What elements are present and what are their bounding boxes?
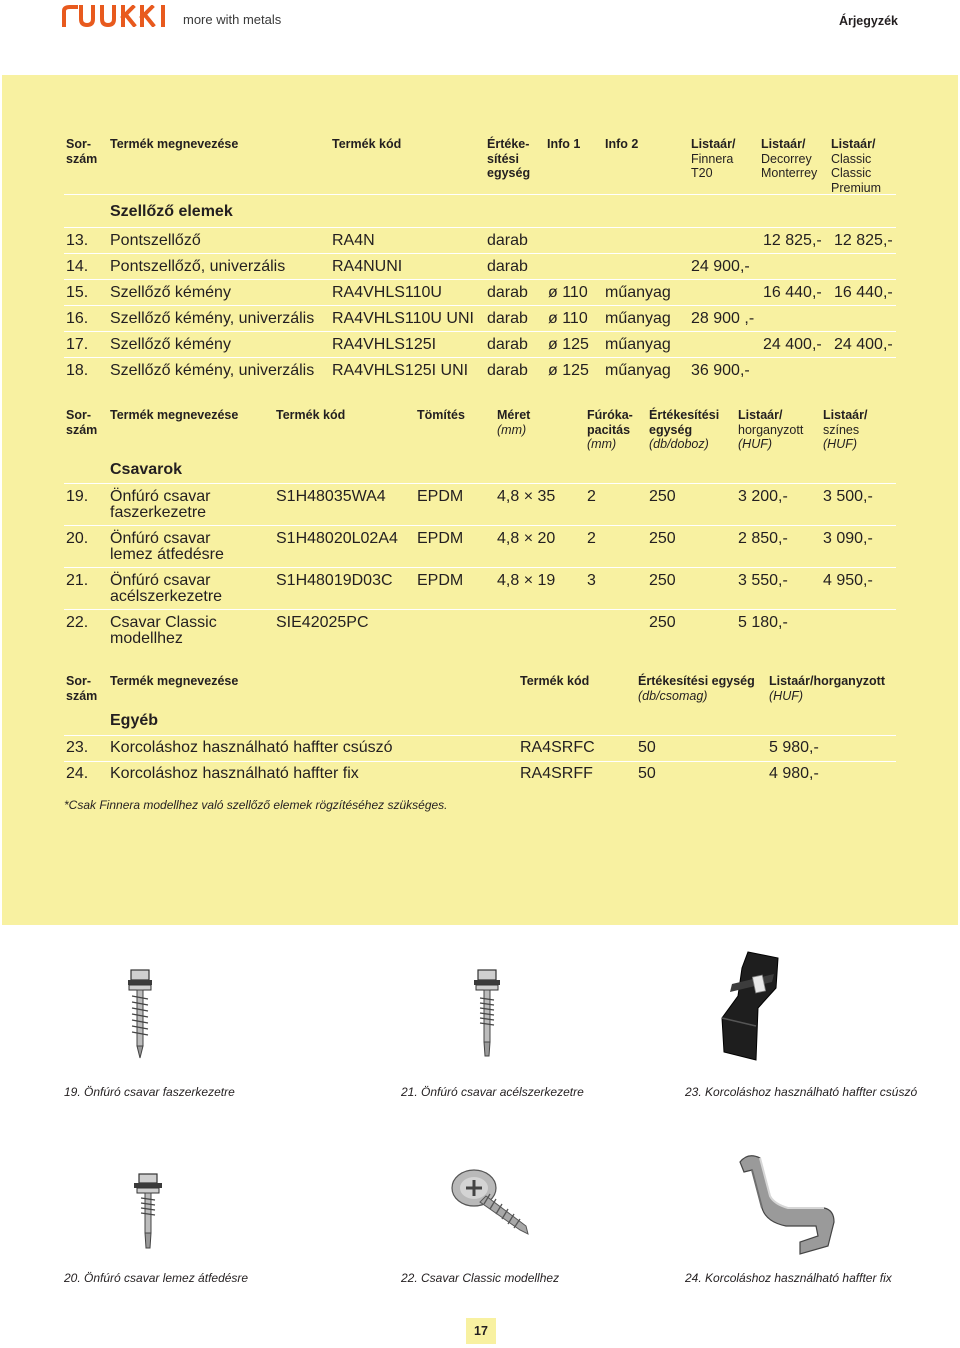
row-info2: műanyag (605, 284, 671, 301)
row-price1: 2 850,- (738, 530, 788, 547)
t3-header-unit: Értékesítési egység (db/csomag) (638, 674, 755, 703)
row-num: 23. (66, 739, 89, 756)
row-price1: 28 900 ,- (691, 310, 755, 327)
t1-header-name: Termék megnevezése (110, 137, 239, 151)
row-price: 4 980,- (769, 765, 819, 782)
row-num: 18. (66, 362, 89, 379)
row-price2: 4 950,- (823, 572, 873, 589)
row-name: Önfúró csavar (110, 572, 211, 589)
row-info2: műanyag (605, 362, 671, 379)
row-code: S1H48020L02A4 (276, 530, 398, 547)
t2-header-price2: Listaár/ színes (HUF) (823, 408, 868, 451)
row-num: 24. (66, 765, 89, 782)
t1-header-info2: Info 2 (605, 137, 639, 151)
row-name: Csavar Classic (110, 614, 217, 631)
row-size: 4,8 × 20 (497, 530, 556, 547)
t1-header-price1: Listaár/ Finnera T20 (691, 137, 736, 180)
row-name: Szellőző kémény, univerzális (110, 362, 315, 379)
t3-rule (64, 735, 896, 736)
row-price1: 24 900,- (691, 258, 750, 275)
row-price2: 3 500,- (823, 488, 873, 505)
t1-header-price3: Listaár/ Classic Classic Premium (831, 137, 882, 195)
row-unit: darab (487, 310, 528, 327)
t2-rule (64, 525, 896, 526)
row-name: Korcoláshoz használható haffter fix (110, 765, 359, 782)
row-size: 4,8 × 19 (497, 572, 556, 589)
row-num: 16. (66, 310, 89, 327)
row-num: 15. (66, 284, 89, 301)
row-info1: ø 110 (548, 284, 588, 301)
row-unit: darab (487, 336, 528, 353)
screw-wood-image (120, 968, 160, 1060)
ruukki-logo (62, 5, 174, 27)
row-code: RA4VHLS110U UNI (332, 310, 474, 327)
t1-header-price2: Listaár/ Decorrey Monterrey (761, 137, 818, 180)
row-seal: EPDM (417, 530, 464, 547)
row-unit: darab (487, 258, 528, 275)
row-name: Korcoláshoz használható haffter csúszó (110, 739, 393, 756)
row-price3: 24 400,- (834, 336, 893, 353)
row-info2: műanyag (605, 336, 671, 353)
caption-24: 24. Korcoláshoz használható haffter fix (685, 1271, 892, 1285)
row-code: RA4SRFF (520, 765, 593, 782)
t3-header-price: Listaár/horganyzott (HUF) (769, 674, 885, 703)
screw-steel-image (467, 968, 507, 1060)
row-unit: 250 (649, 488, 676, 505)
row-price3: 16 440,- (834, 284, 893, 301)
document-title: Árjegyzék (838, 14, 898, 28)
row-code: S1H48035WA4 (276, 488, 386, 505)
t3-header-code: Termék kód (520, 674, 590, 688)
row-name-line2: modellhez (110, 630, 183, 647)
tagline: more with metals (183, 12, 282, 27)
row-num: 13. (66, 232, 89, 249)
t2-header-num: Sor- szám (66, 408, 98, 437)
caption-19: 19. Önfúró csavar faszerkezetre (64, 1085, 235, 1099)
row-drill: 3 (587, 572, 596, 589)
t1-header-num: Sor- szám (66, 137, 98, 166)
row-name-line2: acélszerkezetre (110, 588, 223, 605)
row-unit: 250 (649, 572, 676, 589)
row-code: RA4VHLS125I UNI (332, 362, 469, 379)
t1-rule (64, 279, 896, 280)
row-code: RA4N (332, 232, 375, 249)
caption-21: 21. Önfúró csavar acélszerkezetre (401, 1085, 584, 1099)
row-name-line2: lemez átfedésre (110, 546, 224, 563)
row-unit: 50 (638, 739, 656, 756)
t1-rule (64, 331, 896, 332)
row-name: Pontszellőző (110, 232, 201, 249)
t1-header-info1: Info 1 (547, 137, 581, 151)
t3-header-num: Sor- szám (66, 674, 98, 703)
row-code: RA4NUNI (332, 258, 403, 275)
row-seal: EPDM (417, 572, 464, 589)
t1-header-code: Termék kód (332, 137, 402, 151)
caption-22: 22. Csavar Classic modellhez (401, 1271, 560, 1285)
t2-header-unit: Értékesítési egység (db/doboz) (649, 408, 720, 451)
t1-rule (64, 357, 896, 358)
row-num: 21. (66, 572, 89, 589)
row-name: Szellőző kémény (110, 336, 231, 353)
row-name: Szellőző kémény (110, 284, 231, 301)
t1-header-rule (64, 194, 896, 195)
t1-rule (64, 305, 896, 306)
row-num: 22. (66, 614, 89, 631)
t1-rule (64, 227, 896, 228)
t3-section-title: Egyéb (110, 712, 159, 729)
t3-header-name: Termék megnevezése (110, 674, 239, 688)
t2-header-price1: Listaár/ horganyzott (HUF) (738, 408, 804, 451)
row-price3: 12 825,- (834, 232, 893, 249)
row-unit: 50 (638, 765, 656, 782)
row-code: RA4VHLS110U (332, 284, 442, 301)
row-price2: 3 090,- (823, 530, 873, 547)
row-unit: darab (487, 362, 528, 379)
t2-header-size: Méret (mm) (497, 408, 531, 437)
t3-rule (64, 761, 896, 762)
row-code: SIE42025PC (276, 614, 369, 631)
row-price1: 3 550,- (738, 572, 788, 589)
t2-header-seal: Tömítés (417, 408, 465, 422)
row-code: RA4SRFC (520, 739, 595, 756)
row-drill: 2 (587, 488, 596, 505)
screw-classic-image (448, 1164, 534, 1240)
row-unit: darab (487, 284, 528, 301)
row-unit: 250 (649, 530, 676, 547)
t1-section-title: Szellőző elemek (110, 203, 233, 220)
row-name: Önfúró csavar (110, 488, 211, 505)
t1-header-unit: Értéke- sítési egység (487, 137, 531, 180)
t1-rule (64, 253, 896, 254)
t2-rule (64, 609, 896, 610)
row-info2: műanyag (605, 310, 671, 327)
row-seal: EPDM (417, 488, 464, 505)
t2-rule (64, 483, 896, 484)
row-unit: 250 (649, 614, 676, 631)
row-num: 17. (66, 336, 89, 353)
row-price1: 3 200,- (738, 488, 788, 505)
row-code: S1H48019D03C (276, 572, 393, 589)
t2-header-code: Termék kód (276, 408, 346, 422)
t2-header-name: Termék megnevezése (110, 408, 239, 422)
row-name: Önfúró csavar (110, 530, 211, 547)
row-name: Szellőző kémény, univerzális (110, 310, 315, 327)
row-num: 14. (66, 258, 89, 275)
t2-section-title: Csavarok (110, 461, 183, 478)
row-price1: 36 900,- (691, 362, 750, 379)
row-name: Pontszellőző, univerzális (110, 258, 286, 275)
row-num: 20. (66, 530, 89, 547)
row-price: 5 980,- (769, 739, 819, 756)
row-code: RA4VHLS125I (332, 336, 437, 353)
row-unit: darab (487, 232, 528, 249)
row-num: 19. (66, 488, 89, 505)
row-info1: ø 110 (548, 310, 588, 327)
row-price2: 16 440,- (763, 284, 822, 301)
caption-23: 23. Korcoláshoz használható haffter csúszó (685, 1085, 918, 1099)
screw-overlap-image (128, 1172, 168, 1252)
caption-20: 20. Önfúró csavar lemez átfedésre (64, 1271, 249, 1285)
row-price2: 12 825,- (763, 232, 822, 249)
row-info1: ø 125 (548, 336, 589, 353)
page-number: 17 (466, 1318, 496, 1344)
row-name-line2: faszerkezetre (110, 504, 207, 521)
row-info1: ø 125 (548, 362, 589, 379)
t2-header-drill: Fúróka- pacitás (mm) (587, 408, 633, 451)
row-price2: 24 400,- (763, 336, 822, 353)
t2-rule (64, 567, 896, 568)
row-size: 4,8 × 35 (497, 488, 556, 505)
haffter-sliding-image (708, 948, 784, 1068)
haffter-fixed-image (730, 1146, 840, 1258)
row-price1: 5 180,- (738, 614, 788, 631)
row-drill: 2 (587, 530, 596, 547)
footnote: *Csak Finnera modellhez való szellőző elemek rögzítéséhez szükséges. (64, 798, 448, 812)
